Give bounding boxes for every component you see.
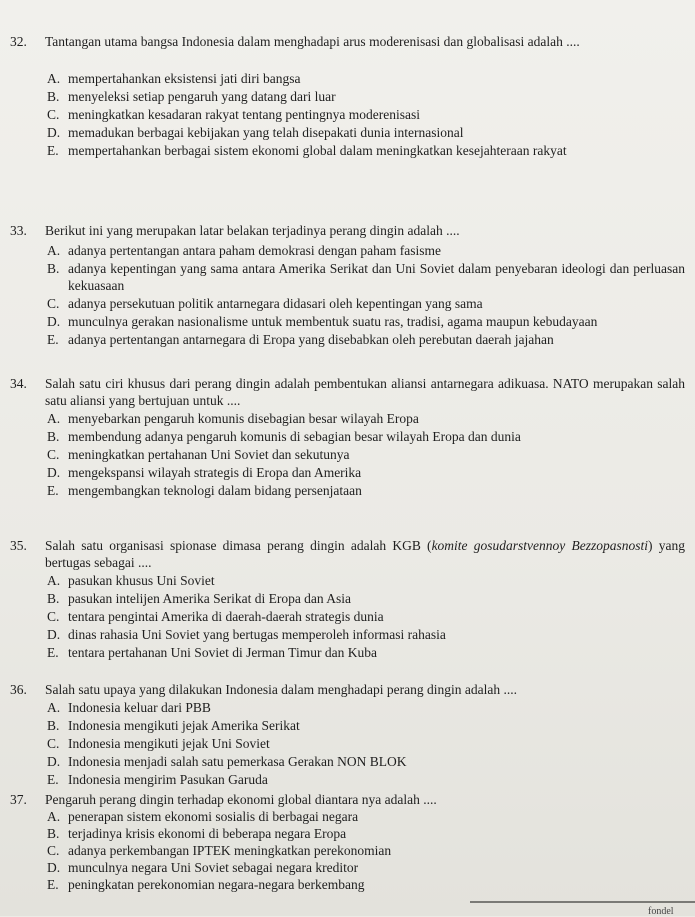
question-number: 37. xyxy=(10,792,27,807)
option-text: peningkatan perekonomian negara-negara berkembang xyxy=(68,877,365,892)
option-b xyxy=(0,717,695,734)
option-text: menyeleksi setiap pengaruh yang datang dari luar xyxy=(68,89,336,104)
question-number: 32. xyxy=(10,34,27,49)
question-text-main: Salah satu organisasi spionase dimasa perang dingin adalah KGB ( xyxy=(45,538,432,553)
option-e xyxy=(0,876,695,893)
option-text: Indonesia mengikuti jejak Amerika Serikat xyxy=(68,718,300,733)
option-d xyxy=(0,313,695,330)
question-number: 34. xyxy=(10,376,27,391)
option-letter: B. xyxy=(47,429,60,444)
option-d xyxy=(0,626,695,643)
option-letter: D. xyxy=(47,754,61,769)
option-text: adanya perkembangan IPTEK meningkatkan perekonomian xyxy=(68,843,392,858)
option-text: adanya pertentangan antara paham demokrasi dengan paham fasisme xyxy=(68,243,441,258)
question-37 xyxy=(0,791,695,893)
option-text: munculnya gerakan nasionalisme untuk membentuk suatu ras, tradisi, agama maupun kebudayaan xyxy=(68,314,598,329)
option-letter: E. xyxy=(47,483,59,498)
option-a xyxy=(0,70,695,87)
option-c xyxy=(0,735,695,752)
option-letter: B. xyxy=(47,89,60,104)
question-number: 33. xyxy=(10,223,27,238)
option-e xyxy=(0,482,695,499)
option-c xyxy=(0,842,695,859)
question-32 xyxy=(0,33,695,159)
option-text: dinas rahasia Uni Soviet yang bertugas memperoleh informasi rahasia xyxy=(68,627,446,642)
question-stem xyxy=(0,222,695,239)
option-letter: A. xyxy=(47,243,61,258)
option-text: Indonesia keluar dari PBB xyxy=(68,700,211,715)
footer-fragment: fondel xyxy=(648,906,674,917)
option-letter: A. xyxy=(47,71,61,86)
option-b xyxy=(0,88,695,105)
question-text: Salah satu upaya yang dilakukan Indonesia dalam menghadapi perang dingin adalah .... xyxy=(45,682,517,697)
option-letter: A. xyxy=(47,700,61,715)
option-b xyxy=(0,590,695,607)
option-text: mempertahankan berbagai sistem ekonomi global dalam meningkatkan kesejahteraan rakyat xyxy=(68,143,567,158)
question-36 xyxy=(0,681,695,788)
option-letter: D. xyxy=(47,314,61,329)
option-e xyxy=(0,771,695,788)
option-c xyxy=(0,446,695,463)
option-a xyxy=(0,699,695,716)
option-b xyxy=(0,825,695,842)
option-text: mempertahankan eksistensi jati diri bangsa xyxy=(68,71,301,86)
question-number: 35. xyxy=(10,538,27,553)
option-d xyxy=(0,124,695,141)
option-e xyxy=(0,644,695,661)
option-text: adanya persekutuan politik antarnegara didasari oleh kepentingan yang sama xyxy=(68,296,483,311)
option-text: munculnya negara Uni Soviet sebagai negara kreditor xyxy=(68,860,359,875)
question-text: Salah satu ciri khusus dari perang dingin adalah pembentukan aliansi antarnegara adikuasa. NATO merupakan salah satu aliansi yang bertujuan untuk .... xyxy=(45,376,685,408)
option-d xyxy=(0,464,695,481)
option-text: Indonesia mengikuti jejak Uni Soviet xyxy=(68,736,270,751)
question-text-italic: komite gosudarstvennoy Bezzopasnosti xyxy=(431,538,649,553)
question-33 xyxy=(0,222,695,348)
option-e xyxy=(0,142,695,159)
option-a xyxy=(0,242,695,259)
option-text: pasukan intelijen Amerika Serikat di Eropa dan Asia xyxy=(68,591,352,606)
option-b xyxy=(0,260,695,294)
option-letter: D. xyxy=(47,465,61,480)
option-text: pasukan khusus Uni Soviet xyxy=(68,573,215,588)
question-number: 36. xyxy=(10,682,27,697)
option-text: meningkatkan pertahanan Uni Soviet dan sekutunya xyxy=(68,447,350,462)
option-letter: B. xyxy=(47,261,60,276)
option-letter: C. xyxy=(47,736,60,751)
option-text: membendung adanya pengaruh komunis di sebagian besar wilayah Eropa dan dunia xyxy=(68,429,521,444)
option-c xyxy=(0,106,695,123)
option-a xyxy=(0,410,695,427)
option-letter: E. xyxy=(47,332,59,347)
option-text: adanya kepentingan yang sama antara Amerika Serikat dan Uni Soviet dalam penyebaran ideologi dan perluasan kekuasaan xyxy=(68,261,685,293)
question-stem xyxy=(0,681,695,698)
option-text: memadukan berbagai kebijakan yang telah disepakati dunia internasional xyxy=(68,125,464,140)
option-letter: A. xyxy=(47,411,61,426)
option-letter: B. xyxy=(47,826,60,841)
question-text: Berikut ini yang merupakan latar belakan terjadinya perang dingin adalah .... xyxy=(45,223,460,238)
option-text: tentara pertahanan Uni Soviet di Jerman Timur dan Kuba xyxy=(68,645,377,660)
option-text: terjadinya krisis ekonomi di beberapa negara Eropa xyxy=(68,826,347,841)
option-text: Indonesia menjadi salah satu pemerkasa Gerakan NON BLOK xyxy=(68,754,407,769)
option-text: penerapan sistem ekonomi sosialis di berbagai negara xyxy=(68,809,359,824)
option-d xyxy=(0,859,695,876)
question-stem xyxy=(0,537,695,571)
question-text-tail: ) yang bertugas sebagai .... xyxy=(45,538,685,570)
option-text: tentara pengintai Amerika di daerah-daerah strategis dunia xyxy=(68,609,384,624)
question-stem xyxy=(0,791,695,808)
option-letter: C. xyxy=(47,296,60,311)
question-text xyxy=(45,537,685,571)
option-letter: E. xyxy=(47,143,59,158)
option-text: adanya pertentangan antarnegara di Eropa yang disebabkan oleh perebutan daerah jajahan xyxy=(68,332,554,347)
option-b xyxy=(0,428,695,445)
option-letter: D. xyxy=(47,125,61,140)
option-letter: A. xyxy=(47,809,61,824)
option-text: meningkatkan kesadaran rakyat tentang pentingnya moderenisasi xyxy=(68,107,421,122)
option-text: mengembangkan teknologi dalam bidang persenjataan xyxy=(68,483,362,498)
option-text: Indonesia mengirim Pasukan Garuda xyxy=(68,772,268,787)
option-d xyxy=(0,753,695,770)
option-e xyxy=(0,331,695,348)
option-letter: D. xyxy=(47,627,61,642)
option-letter: D. xyxy=(47,860,61,875)
option-letter: A. xyxy=(47,573,61,588)
question-text: Pengaruh perang dingin terhadap ekonomi global diantara nya adalah .... xyxy=(45,792,437,807)
option-a xyxy=(0,572,695,589)
question-34 xyxy=(0,375,695,499)
question-stem xyxy=(0,375,695,409)
option-text: menyebarkan pengaruh komunis disebagian besar wilayah Eropa xyxy=(68,411,419,426)
option-letter: E. xyxy=(47,877,59,892)
option-c xyxy=(0,295,695,312)
option-letter: B. xyxy=(47,591,60,606)
option-letter: E. xyxy=(47,645,59,660)
option-letter: C. xyxy=(47,843,60,858)
option-letter: C. xyxy=(47,609,60,624)
option-c xyxy=(0,608,695,625)
option-text: mengekspansi wilayah strategis di Eropa dan Amerika xyxy=(68,465,362,480)
option-letter: E. xyxy=(47,772,59,787)
question-35 xyxy=(0,537,695,661)
option-letter: C. xyxy=(47,107,60,122)
bottom-divider xyxy=(470,901,695,903)
option-letter: C. xyxy=(47,447,60,462)
question-stem xyxy=(0,33,695,67)
question-text: Tantangan utama bangsa Indonesia dalam menghadapi arus moderenisasi dan globalisasi adalah .... xyxy=(45,34,580,49)
option-letter: B. xyxy=(47,718,60,733)
option-a xyxy=(0,808,695,825)
